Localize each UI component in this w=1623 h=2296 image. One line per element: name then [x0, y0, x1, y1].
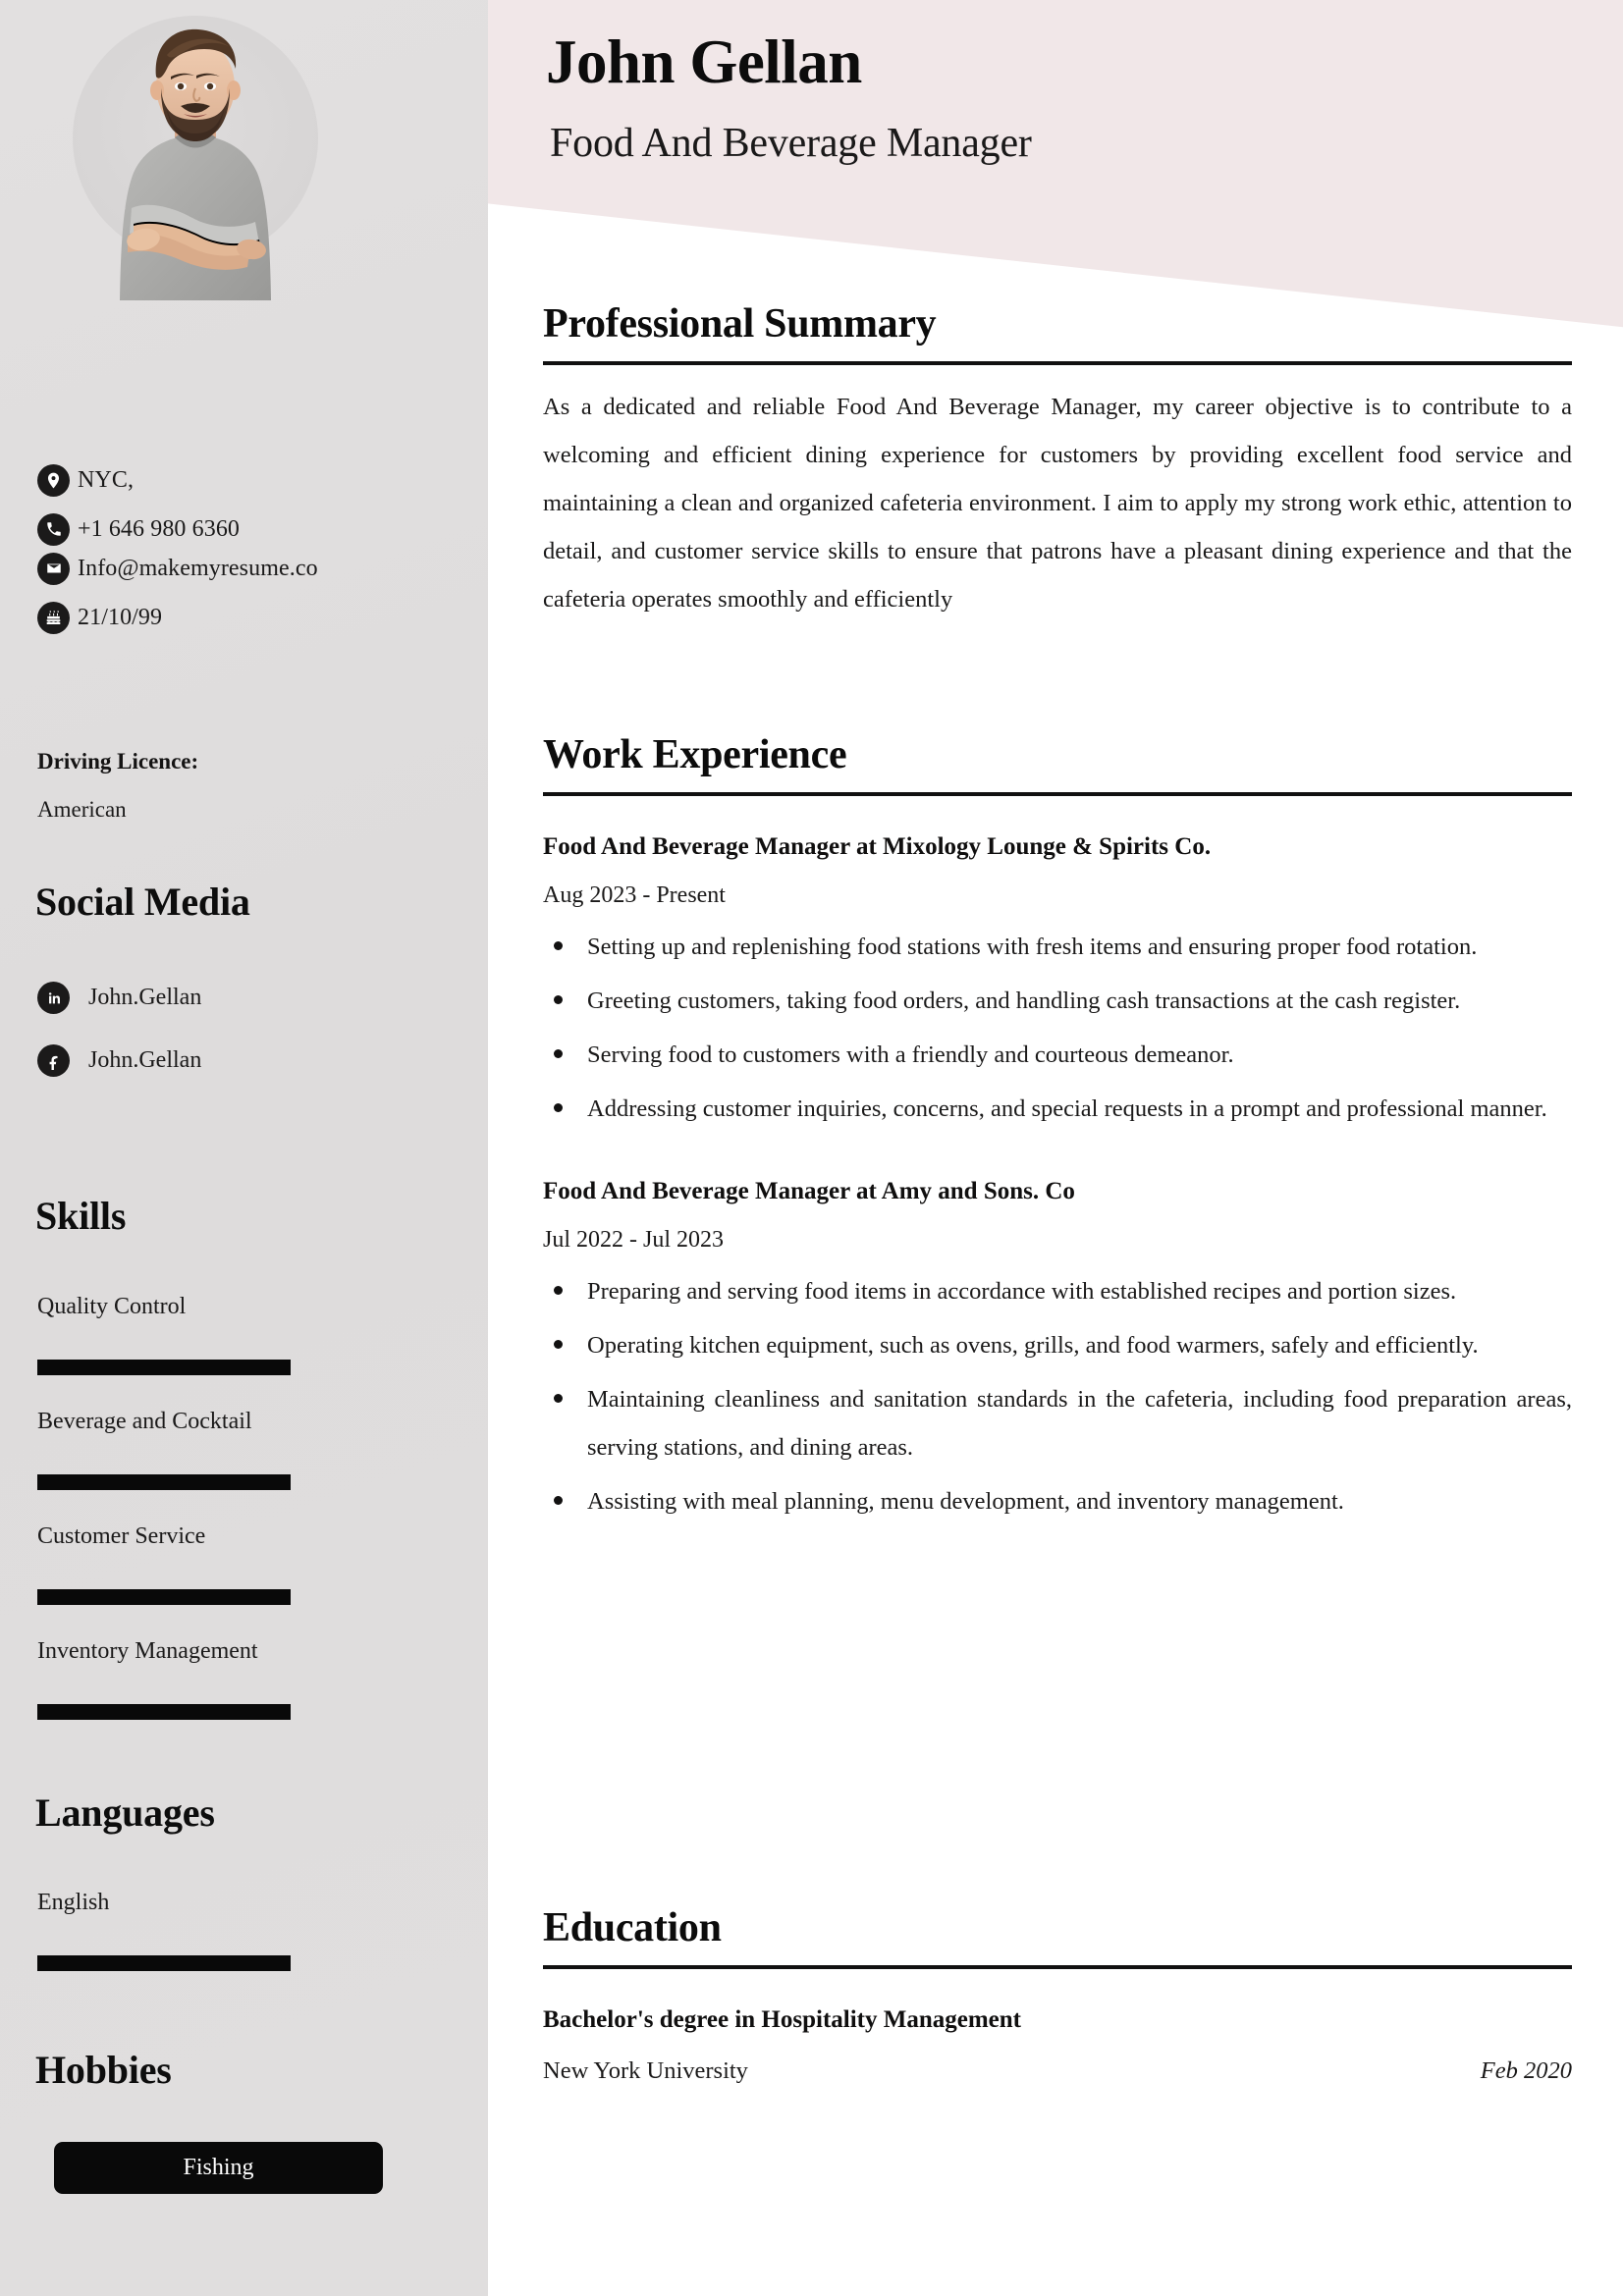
contact-phone-text: +1 646 980 6360: [78, 515, 241, 542]
education-entry: [543, 2006, 1572, 2085]
job-bullet: Assisting with meal planning, menu development, and inventory management.: [543, 1477, 1572, 1525]
education-date: Feb 2020: [1480, 2057, 1572, 2084]
job-bullet: Greeting customers, taking food orders, and handling cash transactions at the cash register.: [543, 977, 1572, 1025]
education-school: New York University: [543, 2057, 748, 2084]
facebook-icon: [37, 1044, 70, 1077]
contact-email: [37, 552, 460, 585]
work-experience-entry: [543, 833, 1572, 1133]
skill-bar: [37, 1474, 291, 1490]
job-bullet: Addressing customer inquiries, concerns, and special requests in a prompt and professional manner.: [543, 1085, 1572, 1133]
skill-name: Quality Control: [37, 1294, 187, 1319]
hobby-label: Fishing: [183, 2155, 254, 2180]
contact-location: [37, 463, 460, 497]
contact-phone: [37, 512, 460, 546]
skill-bar: [37, 1704, 291, 1720]
job-bullet-list: [543, 923, 1572, 1133]
social-link-linkedin[interactable]: [37, 982, 201, 1014]
sidebar: [0, 0, 488, 2296]
work-experience-entry: [543, 1178, 1572, 1525]
job-title: Food And Beverage Manager: [550, 121, 1032, 166]
phone-icon: [37, 513, 70, 546]
languages-heading: Languages: [35, 1790, 215, 1835]
linkedin-icon: [37, 982, 70, 1014]
social-linkedin-handle: John.Gellan: [88, 985, 202, 1010]
contact-email-text: Info@makemyresume.co: [78, 555, 318, 581]
envelope-icon: [37, 553, 70, 585]
location-pin-icon: [37, 464, 70, 497]
skill-bar: [37, 1360, 291, 1375]
job-title-company: Food And Beverage Manager at Amy and Sons. Co: [543, 1178, 1075, 1204]
contact-birthdate: [37, 601, 460, 634]
contact-list: [37, 463, 460, 650]
profile-photo: [73, 16, 318, 300]
driving-licence-value: American: [37, 797, 127, 822]
page-title: John Gellan: [546, 27, 862, 96]
work-experience-heading: Work Experience: [543, 732, 847, 777]
education-heading: Education: [543, 1905, 722, 1950]
skills-heading: Skills: [35, 1194, 127, 1238]
contact-location-text: NYC,: [78, 466, 135, 493]
job-bullet-list: [543, 1267, 1572, 1525]
job-dates: Jul 2022 - Jul 2023: [543, 1227, 725, 1253]
education-degree: Bachelor's degree in Hospitality Management: [543, 2006, 1021, 2033]
language-name: English: [37, 1890, 110, 1915]
contact-birthdate-text: 21/10/99: [78, 604, 163, 630]
section-professional-summary: [543, 300, 1572, 648]
job-dates: Aug 2023 - Present: [543, 882, 726, 908]
professional-summary-heading: Professional Summary: [543, 301, 937, 347]
job-title-company: Food And Beverage Manager at Mixology Lounge & Spirits Co.: [543, 833, 1212, 860]
section-divider: [543, 792, 1572, 796]
hobbies-heading: Hobbies: [35, 2048, 172, 2092]
section-education: [543, 1904, 1572, 2085]
social-facebook-handle: John.Gellan: [88, 1047, 202, 1073]
section-divider: [543, 361, 1572, 365]
social-link-facebook[interactable]: [37, 1044, 201, 1077]
social-media-heading: Social Media: [35, 880, 250, 924]
skill-name: Beverage and Cocktail: [37, 1409, 252, 1434]
job-bullet: Serving food to customers with a friendly and courteous demeanor.: [543, 1031, 1572, 1079]
job-bullet: Preparing and serving food items in accordance with established recipes and portion sizes.: [543, 1267, 1572, 1315]
skill-bar: [37, 1589, 291, 1605]
professional-summary-text: As a dedicated and reliable Food And Beverage Manager, my career objective is to contribute to a welcoming and efficient dining experience for customers by providing excellent food service and maintaining a clean and organized cafeteria environment. I aim to apply my strong work ethic, attention to detail, and customer service skills to ensure that patrons have a pleasant dining experience and that the cafeteria operates smoothly and efficiently: [543, 394, 1572, 613]
portrait-illustration: [73, 16, 318, 300]
language-bar: [37, 1955, 291, 1971]
hobby-pill: [54, 2142, 383, 2194]
birthday-cake-icon: [37, 602, 70, 634]
job-bullet: Maintaining cleanliness and sanitation standards in the cafeteria, including food preparation areas, serving stations, and dining areas.: [543, 1375, 1572, 1471]
job-bullet: Setting up and replenishing food stations with fresh items and ensuring proper food rotation.: [543, 923, 1572, 971]
section-work-experience: [543, 731, 1572, 1531]
job-bullet: Operating kitchen equipment, such as ovens, grills, and food warmers, safely and efficiently.: [543, 1321, 1572, 1369]
driving-licence-label: Driving Licence:: [37, 749, 199, 774]
skill-name: Inventory Management: [37, 1638, 258, 1664]
skill-name: Customer Service: [37, 1523, 206, 1549]
section-divider: [543, 1965, 1572, 1969]
